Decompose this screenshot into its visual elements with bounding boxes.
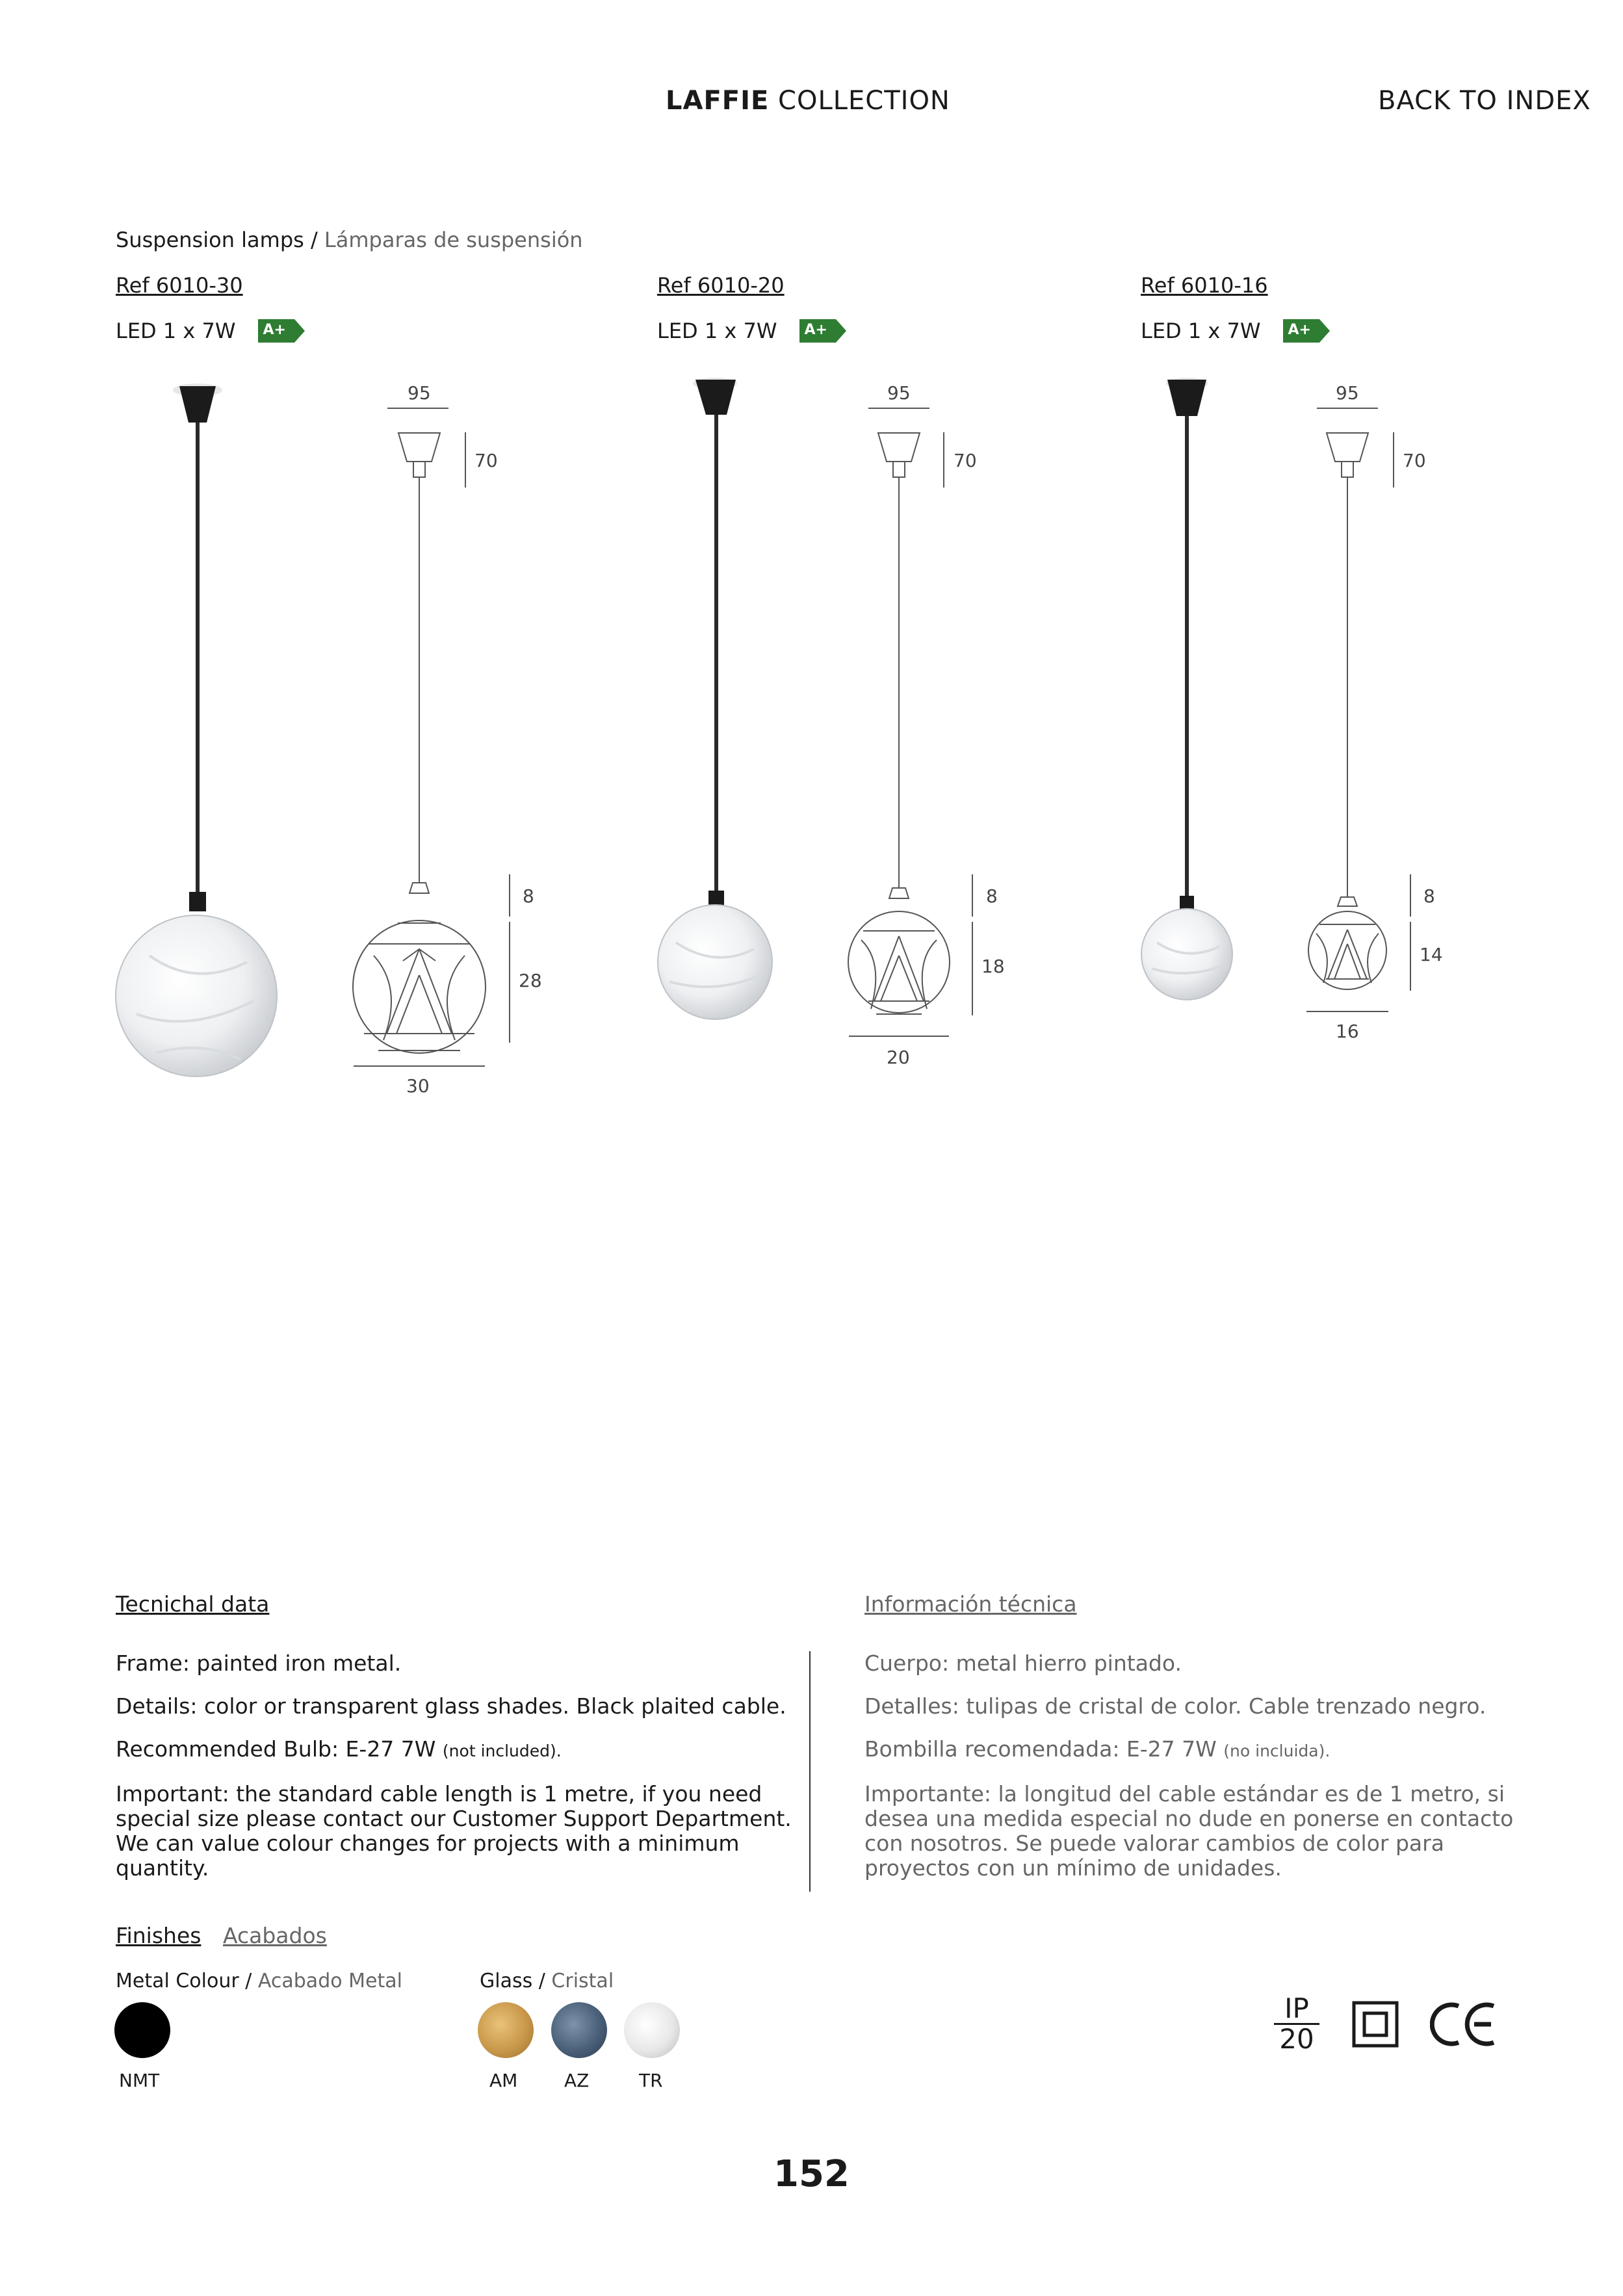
- ip20-icon: [1274, 1994, 1319, 2054]
- tech-drawing-3: [1306, 408, 1410, 1011]
- dim-neck: 8: [523, 885, 534, 907]
- tech-frame: Frame: painted iron metal.: [116, 1650, 402, 1676]
- tech-bulb-note-es: (no incluida).: [1223, 1742, 1331, 1760]
- tech-frame-es: Cuerpo: metal hierro pintado.: [864, 1650, 1182, 1676]
- dim-canopy-width: 95: [887, 382, 911, 404]
- product-spec-3: [1141, 319, 1330, 343]
- tech-bulb: [116, 1737, 792, 1764]
- lamp-photo-3: [1141, 378, 1232, 1000]
- dim-shade-width: 20: [887, 1047, 910, 1068]
- page-number: 152: [773, 2153, 850, 2195]
- finishes-tab-en[interactable]: Finishes: [116, 1923, 201, 1948]
- tech-bulb-note: (not included).: [442, 1742, 562, 1760]
- tech-details: Details: color or transparent glass shades. Black plaited cable.: [116, 1693, 786, 1719]
- section-title-es: Lámparas de suspensión: [324, 228, 583, 252]
- collection-word: COLLECTION: [778, 86, 950, 116]
- tech-bulb-text: Recommended Bulb: E-27 7W: [116, 1736, 436, 1762]
- energy-class: A+: [263, 322, 286, 338]
- tech-important-es: Importante: la longitud del cable estándar es de 1 metro, si desea una medida especial no dude en ponerse en contacto con nosotros. Se puede valorar cambios de color para proyectos con un mínimo de unidades.: [864, 1781, 1514, 1881]
- dim-canopy-width: 95: [1336, 382, 1359, 404]
- section-title-sep: /: [304, 228, 324, 252]
- section-title-en: Suspension lamps: [116, 228, 304, 252]
- led-spec: LED 1 x 7W: [1141, 319, 1261, 343]
- product-spec-2: [657, 319, 846, 343]
- column-divider: [809, 1651, 811, 1892]
- metal-label-sep: /: [239, 1970, 258, 1992]
- tech-body-es: [864, 1651, 1547, 1881]
- energy-class: A+: [1288, 322, 1311, 338]
- glass-label-es: Cristal: [551, 1970, 614, 1992]
- dim-canopy-height: 70: [474, 450, 498, 471]
- back-to-index-link[interactable]: BACK TO INDEX: [1378, 86, 1591, 116]
- metal-label-en: Metal Colour: [116, 1970, 239, 1992]
- dim-neck: 8: [1423, 885, 1435, 907]
- tech-details-es: Detalles: tulipas de cristal de color. Cable trenzado negro.: [864, 1693, 1487, 1719]
- swatch-code-az: AZ: [564, 2070, 590, 2091]
- energy-badge: [258, 319, 305, 343]
- energy-badge: [799, 319, 846, 343]
- product-ref-3[interactable]: Ref 6010-16: [1141, 273, 1268, 298]
- dim-shade-height: 28: [519, 970, 542, 991]
- tech-bulb-text-es: Bombilla recomendada: E-27 7W: [864, 1736, 1217, 1762]
- ip-rating: 20: [1279, 2023, 1314, 2055]
- collection-name: LAFFIE: [666, 86, 770, 116]
- product-illustrations: [0, 364, 1623, 1118]
- tech-drawing-2: [848, 408, 972, 1036]
- led-spec: LED 1 x 7W: [657, 319, 777, 343]
- dim-shade-height: 14: [1420, 944, 1443, 965]
- metal-colour-label: [116, 1970, 402, 1992]
- tech-bulb-es: [864, 1737, 1547, 1764]
- dim-canopy-width: 95: [408, 382, 431, 404]
- lamp-photo-2: [658, 378, 772, 1019]
- swatch-az[interactable]: [551, 2002, 607, 2058]
- product-ref-2[interactable]: Ref 6010-20: [657, 273, 785, 298]
- dim-shade-height: 18: [981, 956, 1005, 977]
- energy-badge: [1283, 319, 1330, 343]
- collection-title: [666, 86, 950, 116]
- product-spec-1: [116, 319, 305, 343]
- class-ii-icon: [1352, 2001, 1399, 2048]
- ce-mark-icon: [1430, 2001, 1498, 2048]
- product-ref-1[interactable]: Ref 6010-30: [116, 273, 243, 298]
- swatch-code-tr: TR: [639, 2070, 663, 2091]
- swatch-am[interactable]: [478, 2002, 534, 2058]
- finishes-tab-es[interactable]: Acabados: [223, 1923, 327, 1948]
- dim-canopy-height: 70: [1403, 450, 1426, 471]
- energy-class: A+: [804, 322, 827, 338]
- tech-drawing-1: [353, 408, 510, 1066]
- tech-important: Important: the standard cable length is 1 metre, if you need special size please contact our Customer Support Department. We can value colour changes for projects with a minimum quantity.: [116, 1781, 792, 1881]
- led-spec: LED 1 x 7W: [116, 319, 236, 343]
- dim-shade-width: 30: [406, 1075, 430, 1097]
- glass-label-sep: /: [532, 1970, 552, 1992]
- tech-body-en: [116, 1651, 792, 1881]
- lamp-photo-1: [116, 384, 277, 1076]
- tech-heading-en[interactable]: Tecnichal data: [116, 1591, 270, 1617]
- swatch-code-nmt: NMT: [119, 2070, 160, 2091]
- dim-neck: 8: [986, 885, 998, 907]
- swatch-tr[interactable]: [624, 2002, 680, 2058]
- tech-heading-es[interactable]: Información técnica: [864, 1591, 1077, 1617]
- ip-label: IP: [1274, 1994, 1319, 2025]
- dim-canopy-height: 70: [954, 450, 977, 471]
- section-title: [116, 228, 583, 252]
- glass-label-en: Glass: [480, 1970, 533, 1992]
- metal-label-es: Acabado Metal: [257, 1970, 402, 1992]
- swatch-nmt[interactable]: [114, 2002, 170, 2058]
- swatch-code-am: AM: [489, 2070, 518, 2091]
- glass-label: [480, 1970, 614, 1992]
- dim-shade-width: 16: [1336, 1021, 1359, 1042]
